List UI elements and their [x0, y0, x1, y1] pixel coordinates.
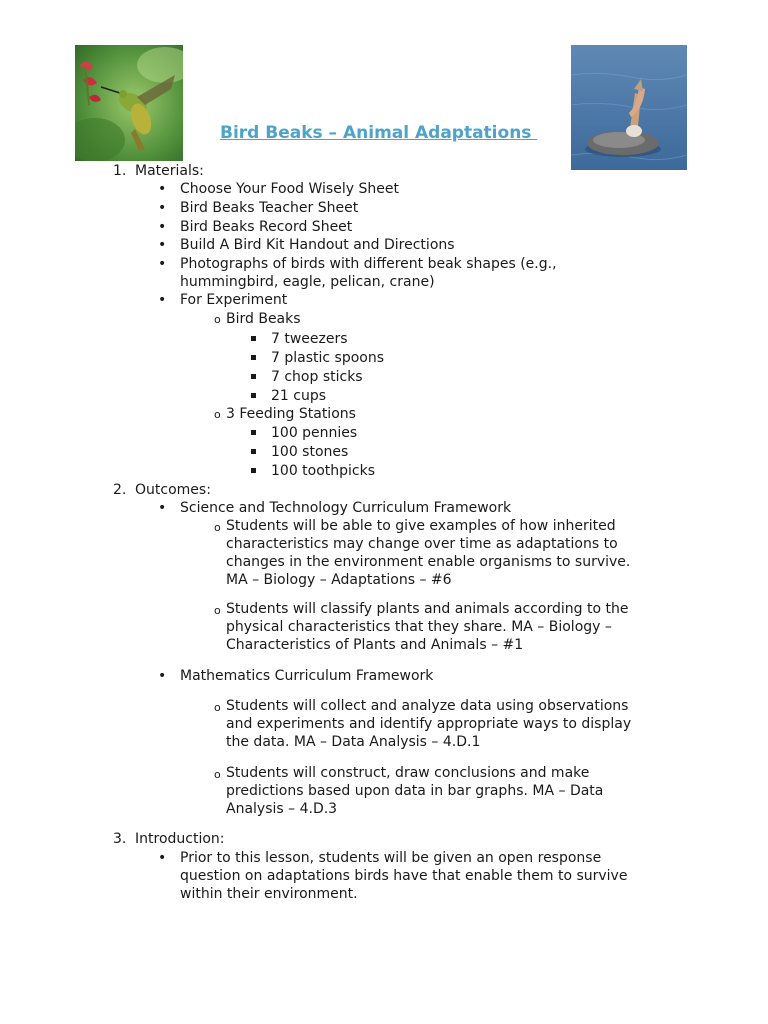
- list-item: Prior to this lesson, students will be given an open response: [180, 850, 602, 866]
- section-heading-materials: Materials:: [135, 163, 204, 179]
- list-item: Science and Technology Curriculum Framework: [180, 500, 512, 516]
- list-item: 7 chop sticks: [271, 369, 363, 385]
- outcome-text: Students will classify plants and animals according to the: [226, 601, 629, 617]
- circle-bullet-icon: o: [214, 604, 221, 617]
- bullet-icon: •: [158, 292, 167, 308]
- list-item-continuation: hummingbird, eagle, pelican, crane): [180, 274, 435, 290]
- list-item: Build A Bird Kit Handout and Directions: [180, 237, 455, 253]
- list-item: Photographs of birds with different beak shapes (e.g.,: [180, 256, 557, 272]
- bullet-icon: •: [158, 237, 167, 253]
- page-title: Bird Beaks – Animal Adaptations: [220, 123, 538, 143]
- list-item: 7 plastic spoons: [271, 350, 385, 366]
- list-item-continuation: within their environment.: [180, 886, 358, 902]
- list-item: Mathematics Curriculum Framework: [180, 668, 434, 684]
- outcome-text: and experiments and identify appropriate ways to display: [226, 716, 632, 732]
- section-number: 1.: [113, 163, 127, 179]
- list-item: 21 cups: [271, 388, 327, 404]
- bullet-icon: •: [158, 256, 167, 272]
- list-item: 100 toothpicks: [271, 463, 376, 479]
- sublist-label: 3 Feeding Stations: [226, 406, 356, 422]
- outcome-text: Characteristics of Plants and Animals – #1: [226, 637, 524, 653]
- list-item: 100 pennies: [271, 425, 358, 441]
- square-bullet-icon: [251, 468, 256, 473]
- circle-bullet-icon: o: [214, 521, 221, 534]
- square-bullet-icon: [251, 355, 256, 360]
- circle-bullet-icon: o: [214, 313, 221, 326]
- section-heading-introduction: Introduction:: [135, 831, 225, 847]
- outcome-text: changes in the environment enable organisms to survive.: [226, 554, 631, 570]
- square-bullet-icon: [251, 374, 256, 379]
- circle-bullet-icon: o: [214, 408, 221, 421]
- square-bullet-icon: [251, 336, 256, 341]
- section-number: 2.: [113, 482, 127, 498]
- bullet-icon: •: [158, 850, 167, 866]
- outcome-text: MA – Biology – Adaptations – #6: [226, 572, 452, 588]
- list-item: Bird Beaks Teacher Sheet: [180, 200, 359, 216]
- list-item: Choose Your Food Wisely Sheet: [180, 181, 399, 197]
- square-bullet-icon: [251, 393, 256, 398]
- square-bullet-icon: [251, 449, 256, 454]
- square-bullet-icon: [251, 430, 256, 435]
- circle-bullet-icon: o: [214, 768, 221, 781]
- sublist-label: Bird Beaks: [226, 311, 301, 327]
- section-number: 3.: [113, 831, 127, 847]
- bullet-icon: •: [158, 219, 167, 235]
- bullet-icon: •: [158, 200, 167, 216]
- bullet-icon: •: [158, 181, 167, 197]
- list-item: 7 tweezers: [271, 331, 348, 347]
- outcome-text: characteristics may change over time as adaptations to: [226, 536, 618, 552]
- outcome-text: Students will be able to give examples of how inherited: [226, 518, 616, 534]
- bullet-icon: •: [158, 668, 167, 684]
- pelican-image: [571, 45, 687, 170]
- bullet-icon: •: [158, 500, 167, 516]
- circle-bullet-icon: o: [214, 701, 221, 714]
- outcome-text: physical characteristics that they share. MA – Biology –: [226, 619, 612, 635]
- outcome-text: Students will collect and analyze data using observations: [226, 698, 629, 714]
- outcome-text: Analysis – 4.D.3: [226, 801, 338, 817]
- section-heading-outcomes: Outcomes:: [135, 482, 211, 498]
- outcome-text: the data. MA – Data Analysis – 4.D.1: [226, 734, 481, 750]
- hummingbird-image: [75, 45, 183, 161]
- list-item: For Experiment: [180, 292, 288, 308]
- list-item: 100 stones: [271, 444, 349, 460]
- list-item-continuation: question on adaptations birds have that enable them to survive: [180, 868, 628, 884]
- list-item: Bird Beaks Record Sheet: [180, 219, 353, 235]
- outcome-text: predictions based upon data in bar graphs. MA – Data: [226, 783, 604, 799]
- outcome-text: Students will construct, draw conclusions and make: [226, 765, 590, 781]
